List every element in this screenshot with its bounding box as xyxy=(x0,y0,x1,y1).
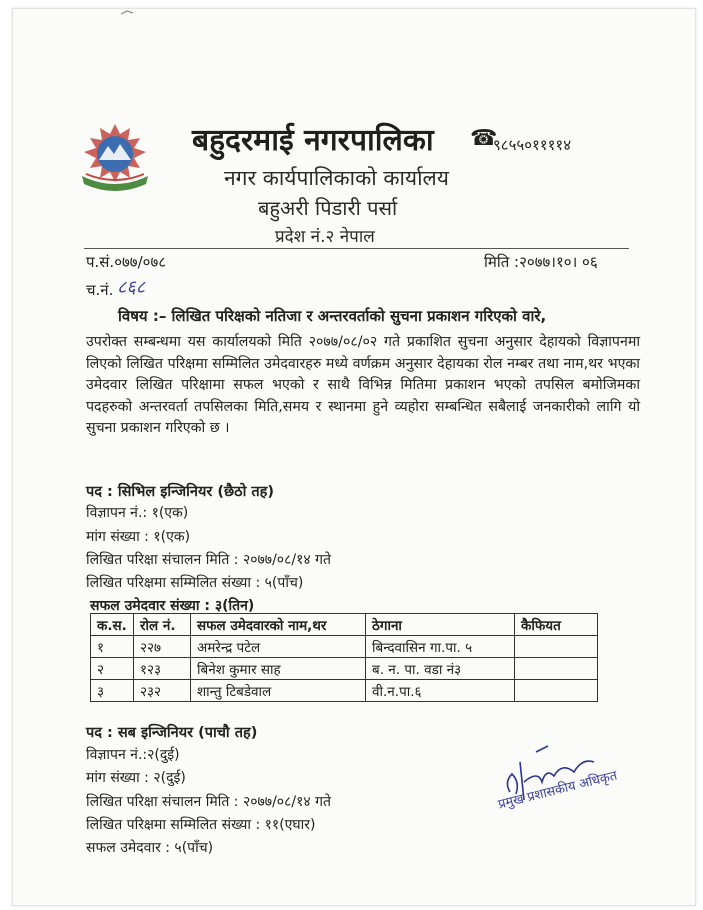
advert-number-1: विज्ञापन नं.: १(एक) xyxy=(86,505,189,521)
cell-sn: १ xyxy=(91,636,134,658)
staple-mark xyxy=(120,10,134,16)
post-title-civil: पद : सिभिल इन्जिनियर (छैठो तह) xyxy=(86,484,274,500)
advert-number-2: विज्ञापन नं.:२(दुई) xyxy=(86,747,180,763)
demand-count-1: मांग संख्या : १(एक) xyxy=(86,529,191,545)
cell-sn: ३ xyxy=(91,680,134,702)
telephone-icon: ☎ xyxy=(470,126,498,151)
results-table xyxy=(90,613,598,702)
participants-1: लिखित परिक्षमा सम्मिलित संख्या : ५(पाँच) xyxy=(86,575,304,591)
issue-date: मिति :२०७७।१०। ०६ xyxy=(484,253,598,271)
cell-name: शान्तु टिबडेवाल xyxy=(191,680,366,702)
dispatch-number: ८६८ xyxy=(117,277,146,298)
org-name: बहुदरमाई नगरपालिका xyxy=(192,123,434,158)
cell-address: ब. न. पा. वडा नं३ xyxy=(366,658,515,680)
phone-number: ९८५५०११११४ xyxy=(493,136,572,154)
demand-count-2: मांग संख्या : २(दुई) xyxy=(86,770,186,786)
cell-name: बिनेश कुमार साह xyxy=(191,658,366,680)
passed-count-1: सफल उमेदवार संख्या : ३(तिन) xyxy=(90,598,255,614)
participants-2: लिखित परिक्षमा सम्मिलित संख्या : ११(एघार) xyxy=(86,817,316,833)
cell-roll: १२३ xyxy=(134,658,191,680)
exam-date-2: लिखित परिक्षा संचालन मिति : २०७७/०८/१४ गते xyxy=(86,794,331,810)
cell-remarks xyxy=(515,680,598,702)
cell-remarks xyxy=(515,658,598,680)
reference-number: प.सं.०७७/०७८ xyxy=(86,253,167,271)
cell-address: वी.न.पा.६ xyxy=(366,680,515,702)
col-header-name: सफल उमेदवारको नाम,थर xyxy=(191,614,366,636)
province-line: प्रदेश नं.२ नेपाल xyxy=(275,227,375,247)
exam-date-1: लिखित परिक्षा संचालन मिति : २०७७/०८/१४ गते xyxy=(86,552,331,568)
cell-roll: २२७ xyxy=(134,636,191,658)
cell-remarks xyxy=(515,636,598,658)
signatory-designation: प्रमुख प्रशासकीय अधिकृत xyxy=(496,768,619,813)
subject-line: विषय :– लिखित परिक्षको नतिजा र अन्तरवर्ताको सुचना प्रकाशन गरिएको वारे, xyxy=(118,307,547,325)
office-address: बहुअरी पिडारी पर्सा xyxy=(258,196,398,220)
col-header-sn: क.स. xyxy=(91,614,134,636)
table-header-row xyxy=(91,614,598,636)
office-name: नगर कार्यपालिकाको कार्यालय xyxy=(224,166,449,190)
col-header-remarks: कैफियत xyxy=(515,614,598,636)
col-header-roll: रोल नं. xyxy=(134,614,191,636)
cell-roll: २३२ xyxy=(134,680,191,702)
cell-name: अमरेन्द्र पटेल xyxy=(191,636,366,658)
table-row xyxy=(91,658,598,680)
cell-sn: २ xyxy=(91,658,134,680)
header-divider xyxy=(84,248,629,249)
dispatch-label: च.नं. xyxy=(86,281,114,299)
table-row xyxy=(91,636,598,658)
passed-count-2: सफल उमेदवार : ५(पाँच) xyxy=(86,840,214,856)
body-paragraph: उपरोक्त सम्बन्धमा यस कार्यालयको मिति २०७७/०८/०२ गते प्रकाशित सुचना अनुसार देहायको विज्ञापनमा लिएको लिखित परिक्षमा सम्मिलित उमेदवारहरु मध्ये वर्णक्रम अनुसार देहायका रोल नम्बर तथा नाम,थर भएका उमेदवार लिखित परिक्षामा सफल भएको र साथै विभिन्न मितिमा प्रकाशन भएको तपसिल बमोजिमका पदहरुको अन्तरवर्ता तपसिलका मिति,समय र स्थानमा हुने व्यहोरा सम्बन्धित सबैलाई जनकारीको लागि यो सुचना प्रकाशन गरिएको छ । xyxy=(86,334,640,436)
col-header-address: ठेगाना xyxy=(366,614,515,636)
municipality-emblem-icon xyxy=(72,118,158,198)
cell-address: बिन्दवासिन गा.पा. ५ xyxy=(366,636,515,658)
table-row xyxy=(91,680,598,702)
post-title-sub-engineer: पद : सब इन्जिनियर (पाचौ तह) xyxy=(86,725,258,741)
